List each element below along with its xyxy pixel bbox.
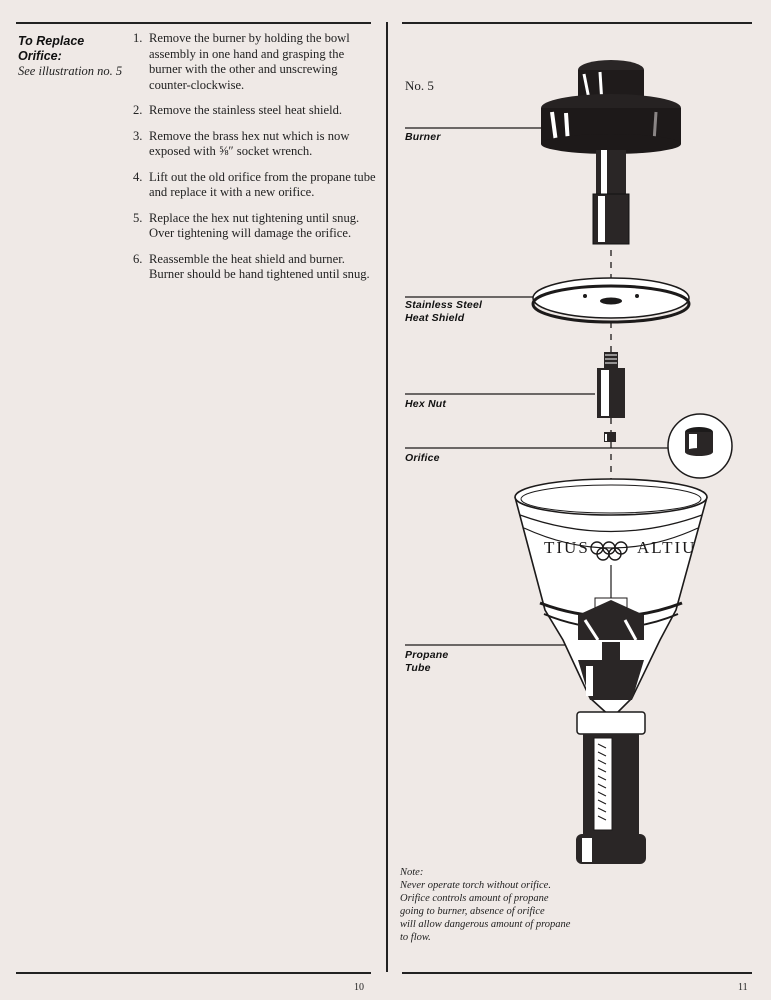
- step-text: Remove the burner by holding the bowl assembly in one hand and grasping the burner with the other and unscrewing counter-clockwise.: [149, 31, 350, 92]
- step-text: Remove the stainless steel heat shield.: [149, 103, 343, 117]
- page-number-left: 10: [354, 982, 364, 993]
- step-text: Reassemble the heat shield and burner. Burner should be hand tightened until snug.: [149, 251, 370, 281]
- heat-shield-label-line-1: Stainless Steel: [405, 299, 483, 311]
- step-number: 6.: [133, 251, 143, 266]
- heading-line-1: To Replace: [18, 34, 85, 48]
- propane-tube-label-line-1: Propane: [405, 649, 449, 661]
- illustration-reference: See illustration no. 5: [18, 64, 123, 78]
- hex-nut-part: [597, 352, 625, 418]
- note-line: going to burner, absence of orifice: [400, 906, 545, 917]
- propane-tube-label-line-2: Tube: [405, 662, 431, 674]
- orifice-label: Orifice: [405, 452, 440, 464]
- figure-number: No. 5: [405, 78, 434, 93]
- orifice-detail-callout: [668, 414, 732, 478]
- step-number: 3.: [133, 128, 143, 143]
- propane-tube-part: [576, 642, 646, 864]
- hex-nut-label: Hex Nut: [405, 398, 447, 410]
- step-number: 1.: [133, 31, 143, 45]
- burner-part: [541, 60, 681, 244]
- step-number: 4.: [133, 169, 143, 184]
- note-line: Orifice controls amount of propane: [400, 893, 549, 904]
- propane-tube-label: [405, 649, 448, 675]
- step-number: 2.: [133, 103, 143, 117]
- bowl-inscription-right: ALTIU: [637, 538, 697, 557]
- note-line: will allow dangerous amount of propane: [400, 919, 571, 930]
- heat-shield-label-line-2: Heat Shield: [405, 312, 465, 324]
- bowl-inscription-left: TIUS: [544, 538, 590, 557]
- note-line: to flow.: [400, 932, 431, 943]
- heat-shield-label: [405, 299, 482, 325]
- heading-line-2: Orifice:: [18, 49, 62, 63]
- page-number-right: 11: [738, 982, 748, 993]
- note-line: Never operate torch without orifice.: [400, 880, 551, 891]
- step-number: 5.: [133, 210, 143, 225]
- step-text: Remove the brass hex nut which is now exposed with ⅝″ socket wrench.: [149, 128, 350, 158]
- orifice-part: [604, 432, 616, 442]
- heat-shield-part: [533, 278, 689, 322]
- safety-note: [400, 866, 600, 944]
- step-text: Replace the hex nut tightening until snug. Over tightening will damage the orifice.: [149, 210, 360, 240]
- step-text: Lift out the old orifice from the propane tube and replace it with a new orifice.: [149, 169, 376, 199]
- burner-label: Burner: [405, 131, 441, 143]
- note-title: Note:: [400, 867, 424, 878]
